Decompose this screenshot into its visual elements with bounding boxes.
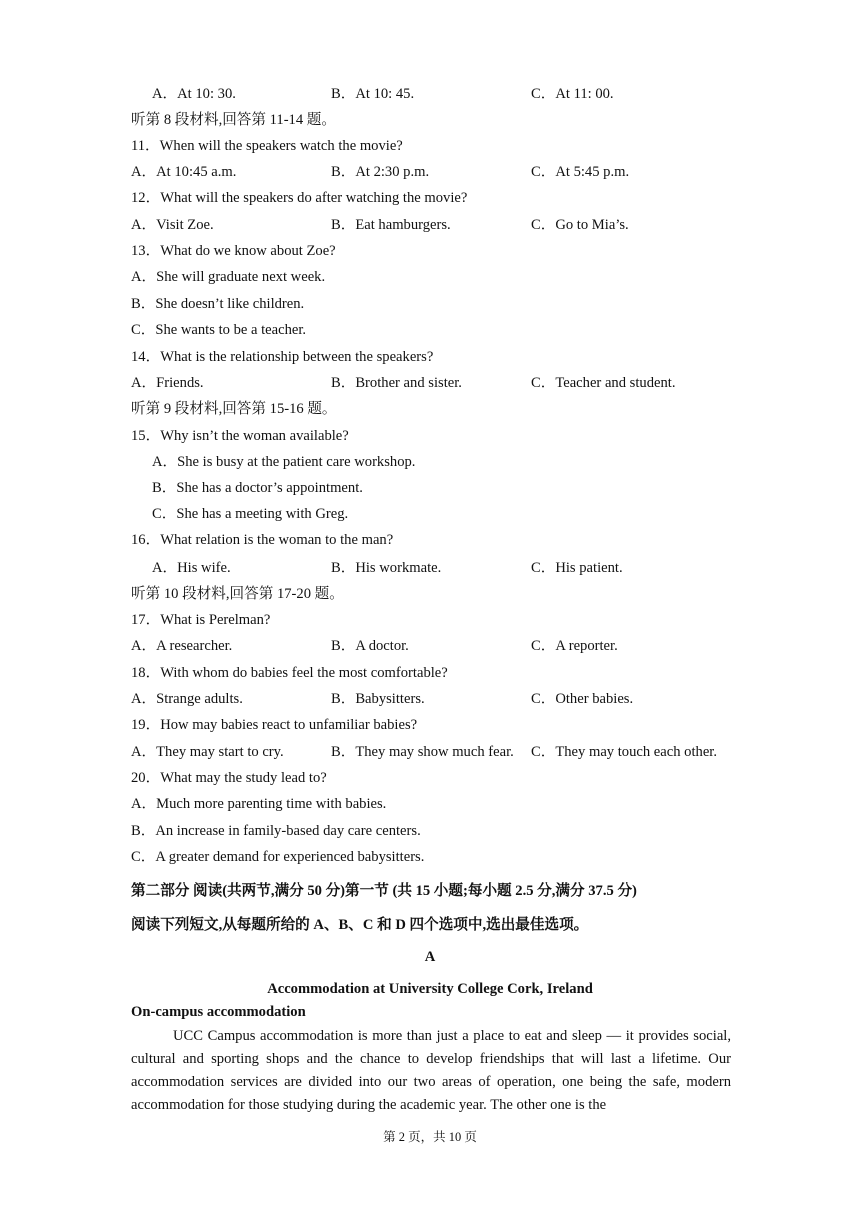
answer-option-b: B．His workmate. [331,560,442,576]
section-instruction: On-campus accommodation [131,1004,306,1020]
question-line: C．She has a meeting with Greg. [152,506,349,522]
question-line: 20．What may the study lead to? [131,770,327,786]
question-line: 13．What do we know about Zoe? [131,243,336,259]
answer-option-c: C．They may touch each other. [531,744,718,760]
answer-option-a: A．At 10:45 a.m. [131,164,237,180]
answer-option-c: C．His patient. [531,560,623,576]
question-line: B．An increase in family-based day care centers. [131,823,421,839]
answer-option-c: C．At 11: 00. [531,86,614,102]
page-footer: 第 2 页，共 10 页 [383,1130,477,1144]
answer-option-c: C．A reporter. [531,638,618,654]
question-line: 15．Why isn’t the woman available? [131,428,349,444]
answer-option-b: B．They may show much fear. [331,744,514,760]
question-line: C．A greater demand for experienced babysitters. [131,849,425,865]
answer-option-b: B．At 2:30 p.m. [331,164,430,180]
question-line: 听第 10 段材料,回答第 17-20 题。 [131,586,344,602]
answer-option-c: C．Other babies. [531,691,634,707]
answer-option-b: B．Eat hamburgers. [331,217,451,233]
answer-option-b: B．Babysitters. [331,691,425,707]
answer-option-a: A．They may start to cry. [131,744,284,760]
question-line: A．She is busy at the patient care workshop. [152,454,416,470]
answer-option-b: B．Brother and sister. [331,375,462,391]
question-line: 18．With whom do babies feel the most comfortable? [131,665,448,681]
question-line: 19．How may babies react to unfamiliar babies? [131,717,418,733]
answer-option-b: B．A doctor. [331,638,409,654]
answer-option-b: B．At 10: 45. [331,86,415,102]
answer-option-c: C．Go to Mia’s. [531,217,629,233]
answer-option-a: A．Visit Zoe. [131,217,214,233]
passage-paragraph: UCC Campus accommodation is more than just a place to eat and sleep — it provides social, cultural and sporting shops and the chance to develop friendships that will last a lifetime. Our accommodation services are divided into our two areas of operation, one being the safe, modern accommodation for those studying during the academic year. The other one is the [131,1028,731,1113]
question-line: 17．What is Perelman? [131,612,271,628]
answer-option-a: A．Strange adults. [131,691,243,707]
section-heading: A [424,949,436,965]
section-instruction: 第二部分 阅读(共两节,满分 50 分)第一节 (共 15 小题;每小题 2.5 分,满分 37.5 分) [131,883,637,899]
section-heading: Accommodation at University College Cork, Ireland [267,981,593,997]
question-line: 11．When will the speakers watch the movie? [131,138,403,154]
answer-option-c: C．At 5:45 p.m. [531,164,630,180]
answer-option-a: A．A researcher. [131,638,233,654]
question-line: B．She doesn’t like children. [131,296,305,312]
answer-option-a: A．At 10: 30. [152,86,236,102]
question-line: 14．What is the relationship between the speakers? [131,349,434,365]
question-line: A．She will graduate next week. [131,269,326,285]
question-line: C．She wants to be a teacher. [131,322,307,338]
question-line: 16．What relation is the woman to the man? [131,532,394,548]
answer-option-a: A．His wife. [152,560,231,576]
section-instruction: 阅读下列短文,从每题所给的 A、B、C 和 D 四个选项中,选出最佳选项。 [131,917,589,933]
answer-option-c: C．Teacher and student. [531,375,676,391]
question-line: A．Much more parenting time with babies. [131,796,387,812]
question-line: 听第 9 段材料,回答第 15-16 题。 [131,401,337,417]
answer-option-a: A．Friends. [131,375,204,391]
question-line: 听第 8 段材料,回答第 11-14 题。 [131,112,336,128]
question-line: B．She has a doctor’s appointment. [152,480,363,496]
question-line: 12．What will the speakers do after watching the movie? [131,190,468,206]
